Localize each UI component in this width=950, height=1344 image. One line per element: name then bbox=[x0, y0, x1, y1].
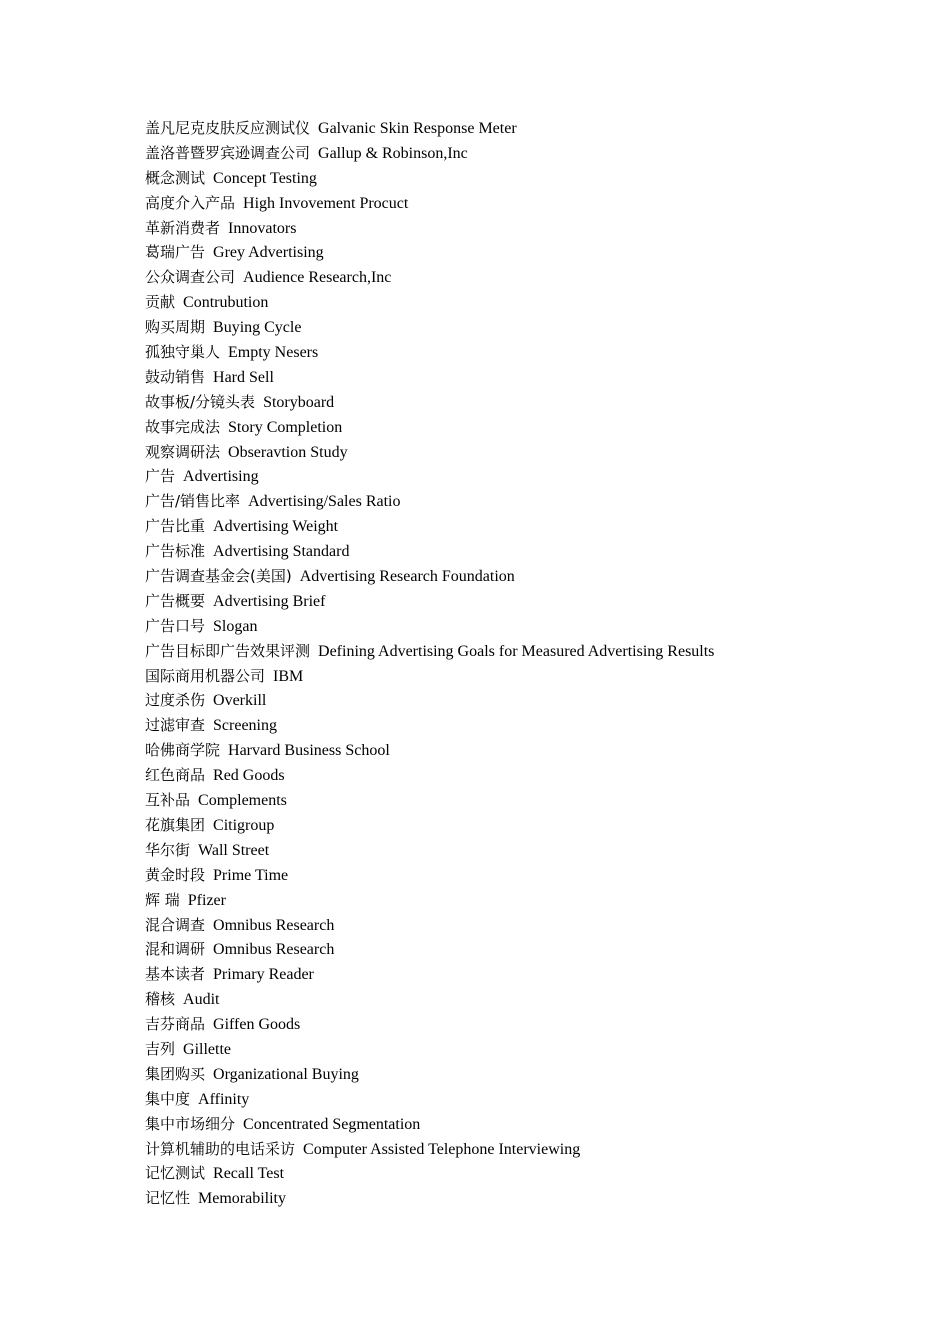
chinese-term: 观察调研法 bbox=[145, 442, 221, 461]
glossary-entry bbox=[145, 315, 925, 340]
english-term: Advertising bbox=[183, 468, 259, 486]
chinese-term: 广告比重 bbox=[145, 517, 206, 536]
chinese-term: 记忆性 bbox=[145, 1189, 191, 1208]
glossary-entry bbox=[145, 664, 925, 689]
chinese-term: 吉芬商品 bbox=[145, 1015, 206, 1034]
english-term: Advertising Brief bbox=[213, 592, 326, 610]
glossary-entry bbox=[145, 1062, 925, 1087]
english-term: Concentrated Segmentation bbox=[243, 1115, 421, 1133]
chinese-term: 高度介入产品 bbox=[145, 193, 236, 212]
english-term: Primary Reader bbox=[213, 966, 314, 984]
english-term: Innovators bbox=[228, 219, 297, 237]
glossary-entry bbox=[145, 738, 925, 763]
chinese-term: 过度杀伤 bbox=[145, 691, 206, 710]
chinese-term: 集中度 bbox=[145, 1089, 191, 1108]
english-term: Hard Sell bbox=[213, 368, 274, 386]
glossary-entry bbox=[145, 489, 925, 514]
english-term: Audience Research,Inc bbox=[243, 269, 392, 287]
english-term: Advertising Standard bbox=[213, 543, 350, 561]
glossary-entry bbox=[145, 838, 925, 863]
english-term: Advertising Weight bbox=[213, 518, 339, 536]
glossary-entry bbox=[145, 888, 925, 913]
english-term: Advertising/Sales Ratio bbox=[248, 493, 401, 511]
glossary-entry bbox=[145, 1037, 925, 1062]
english-term: Story Completion bbox=[228, 418, 343, 436]
glossary-entry bbox=[145, 1112, 925, 1137]
chinese-term: 基本读者 bbox=[145, 965, 206, 984]
english-term: Omnibus Research bbox=[213, 941, 335, 959]
chinese-term: 贡献 bbox=[145, 293, 176, 312]
chinese-term: 盖凡尼克皮肤反应测试仪 bbox=[145, 119, 311, 137]
english-term: Complements bbox=[198, 792, 287, 810]
chinese-term: 故事板/分镜头表 bbox=[145, 392, 256, 411]
english-term: Pfizer bbox=[187, 891, 226, 909]
glossary-entry bbox=[145, 713, 925, 738]
english-term: Overkill bbox=[213, 692, 267, 710]
glossary-entry bbox=[145, 216, 925, 241]
chinese-term: 计算机辅助的电话采访 bbox=[145, 1139, 296, 1158]
glossary-entry bbox=[145, 639, 925, 664]
chinese-term: 革新消费者 bbox=[145, 218, 221, 237]
chinese-term: 华尔街 bbox=[145, 840, 191, 859]
chinese-term: 国际商用机器公司 bbox=[145, 666, 266, 685]
english-term: Slogan bbox=[213, 617, 258, 635]
english-term: High Invovement Procuct bbox=[243, 194, 409, 212]
glossary-list bbox=[145, 116, 925, 1211]
glossary-entry bbox=[145, 564, 925, 589]
glossary-entry bbox=[145, 440, 925, 465]
glossary-entry bbox=[145, 514, 925, 539]
chinese-term: 广告/销售比率 bbox=[145, 492, 241, 511]
glossary-entry bbox=[145, 415, 925, 440]
chinese-term: 广告概要 bbox=[145, 591, 206, 610]
english-term: Citigroup bbox=[213, 816, 275, 834]
chinese-term: 广告调查基金会(美国) bbox=[145, 567, 292, 586]
glossary-entry bbox=[145, 1012, 925, 1037]
glossary-entry bbox=[145, 962, 925, 987]
glossary-entry bbox=[145, 464, 925, 489]
english-term: Computer Assisted Telephone Interviewing bbox=[303, 1140, 581, 1158]
english-term: Giffen Goods bbox=[213, 1016, 301, 1034]
glossary-entry bbox=[145, 1161, 925, 1186]
chinese-term: 集团购买 bbox=[145, 1064, 206, 1083]
english-term: Storyboard bbox=[263, 393, 335, 411]
english-term: Wall Street bbox=[198, 841, 270, 859]
glossary-entry bbox=[145, 290, 925, 315]
glossary-entry bbox=[145, 116, 925, 141]
chinese-term: 购买周期 bbox=[145, 318, 206, 337]
glossary-entry bbox=[145, 1137, 925, 1162]
chinese-term: 概念测试 bbox=[145, 168, 206, 187]
chinese-term: 稽核 bbox=[145, 990, 176, 1009]
english-term: Concept Testing bbox=[213, 169, 317, 187]
chinese-term: 混合调查 bbox=[145, 915, 206, 934]
glossary-entry bbox=[145, 788, 925, 813]
chinese-term: 红色商品 bbox=[145, 766, 206, 785]
english-term: Defining Advertising Goals for Measured Advertising Results bbox=[318, 642, 715, 660]
chinese-term: 广告目标即广告效果评测 bbox=[145, 641, 311, 660]
english-term: Audit bbox=[183, 991, 220, 1009]
chinese-term: 混和调研 bbox=[145, 940, 206, 959]
english-term: Gillette bbox=[183, 1040, 231, 1058]
chinese-term: 记忆测试 bbox=[145, 1164, 206, 1183]
glossary-entry bbox=[145, 763, 925, 788]
english-term: Advertising Research Foundation bbox=[299, 568, 515, 586]
glossary-entry bbox=[145, 863, 925, 888]
chinese-term: 花旗集团 bbox=[145, 815, 206, 834]
glossary-entry bbox=[145, 141, 925, 166]
english-term: Red Goods bbox=[213, 767, 285, 785]
chinese-term: 辉 瑞 bbox=[145, 890, 180, 909]
english-term: Affinity bbox=[198, 1090, 250, 1108]
english-term: Organizational Buying bbox=[213, 1065, 359, 1083]
glossary-entry bbox=[145, 987, 925, 1012]
glossary-entry bbox=[145, 365, 925, 390]
glossary-entry bbox=[145, 1186, 925, 1211]
glossary-entry bbox=[145, 539, 925, 564]
chinese-term: 鼓动销售 bbox=[145, 367, 206, 386]
glossary-entry bbox=[145, 589, 925, 614]
glossary-entry bbox=[145, 1087, 925, 1112]
glossary-entry bbox=[145, 265, 925, 290]
chinese-term: 哈佛商学院 bbox=[145, 741, 221, 760]
english-term: IBM bbox=[273, 667, 304, 685]
english-term: Grey Advertising bbox=[213, 244, 324, 262]
glossary-entry bbox=[145, 390, 925, 415]
chinese-term: 盖洛普暨罗宾逊调查公司 bbox=[145, 143, 311, 162]
chinese-term: 葛瑞广告 bbox=[145, 243, 206, 262]
english-term: Buying Cycle bbox=[213, 319, 302, 337]
glossary-entry bbox=[145, 240, 925, 265]
english-term: Gallup & Robinson,Inc bbox=[318, 144, 468, 162]
chinese-term: 集中市场细分 bbox=[145, 1114, 236, 1133]
chinese-term: 过滤审查 bbox=[145, 716, 206, 735]
glossary-entry bbox=[145, 614, 925, 639]
chinese-term: 故事完成法 bbox=[145, 417, 221, 436]
chinese-term: 吉列 bbox=[145, 1039, 176, 1058]
glossary-entry bbox=[145, 937, 925, 962]
chinese-term: 黄金时段 bbox=[145, 865, 206, 884]
chinese-term: 广告 bbox=[145, 467, 176, 486]
chinese-term: 广告标准 bbox=[145, 542, 206, 561]
english-term: Prime Time bbox=[213, 866, 289, 884]
chinese-term: 公众调查公司 bbox=[145, 268, 236, 287]
english-term: Contrubution bbox=[183, 294, 269, 312]
english-term: Harvard Business School bbox=[228, 742, 390, 760]
glossary-entry bbox=[145, 340, 925, 365]
glossary-entry bbox=[145, 688, 925, 713]
chinese-term: 广告口号 bbox=[145, 616, 206, 635]
glossary-entry bbox=[145, 191, 925, 216]
english-term: Memorability bbox=[198, 1190, 286, 1208]
english-term: Recall Test bbox=[213, 1165, 285, 1183]
glossary-entry bbox=[145, 813, 925, 838]
glossary-entry bbox=[145, 166, 925, 191]
english-term: Screening bbox=[213, 717, 277, 735]
english-term: Omnibus Research bbox=[213, 916, 335, 934]
chinese-term: 互补品 bbox=[145, 791, 191, 810]
chinese-term: 孤独守巢人 bbox=[145, 343, 221, 362]
english-term: Galvanic Skin Response Meter bbox=[318, 120, 517, 137]
english-term: Obseravtion Study bbox=[228, 443, 348, 461]
glossary-entry bbox=[145, 913, 925, 938]
english-term: Empty Nesers bbox=[228, 344, 319, 362]
